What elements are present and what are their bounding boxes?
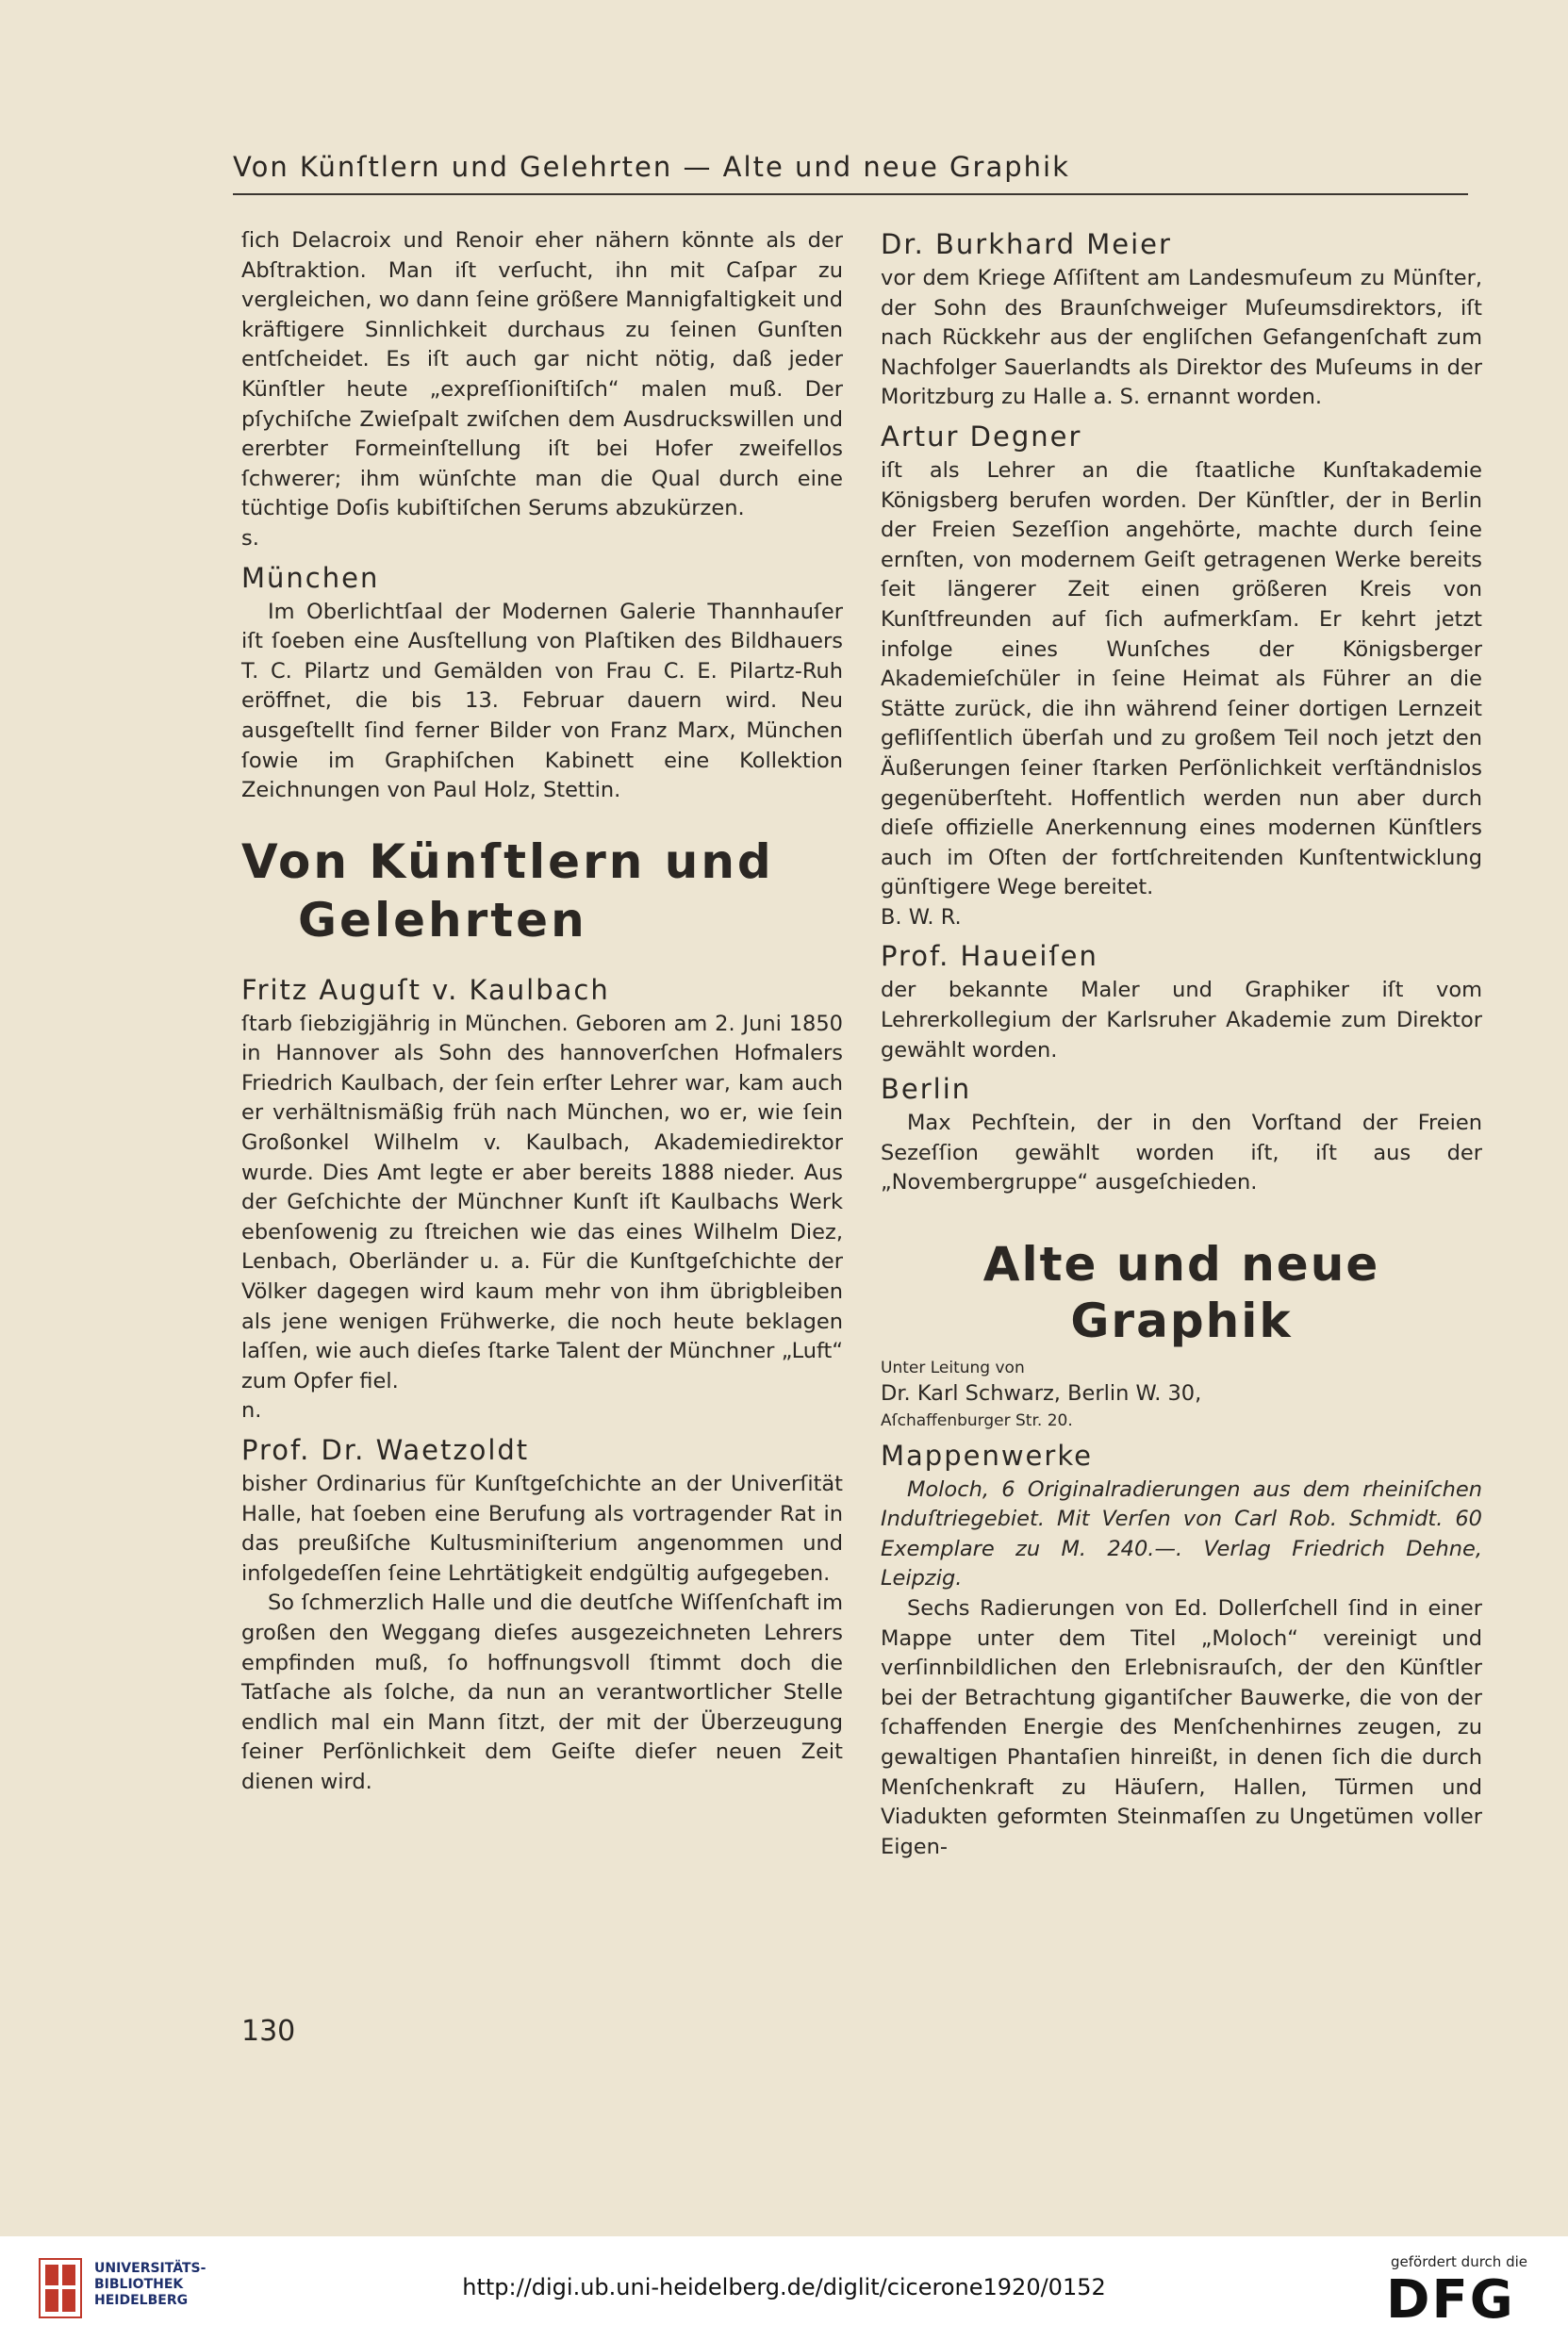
paragraph-muenchen: Im Oberlichtſaal der Modernen Galerie Thannhauſer iſt ſoeben eine Ausſtellung von Plaſtiken des Bildhauers T. C. Pilartz und Gemälden von Frau C. E. Pilartz-Ruh eröffnet, die bis 13. Februar dauern wird. Neu ausgeſtellt ſind ferner Bilder von Franz Marx, München ſowie im Graphiſchen Kabinett eine Kollektion Zeichnungen von Paul Holz, Stettin. <box>241 599 843 803</box>
section-heading-degner: Artur Degner <box>881 420 1082 453</box>
paragraph-hofer: ſich Delacroix und Renoir eher nähern könnte als der Abſtraktion. Man iſt verſucht, ihn mit Caſpar zu vergleichen, wo dann ſeine größere Mannigfaltigkeit und kräftigere Sinnlichkeit durchaus zu ſeinen Gunſten entſcheidet. Es iſt auch gar nicht nötig, daß jeder Künſtler heute „expreſſioniſtiſch“ malen muß. Der pſychiſche Zwieſpalt zwiſchen dem Ausdruckswillen und ererbter Formeinſtellung iſt bei Hofer zweifellos ſchwerer; ihm wünſchte man die Qual durch eine tüchtige Doſis kubiſtiſchen Serums abzukürzen. <box>241 228 843 521</box>
funded-by-label: gefördert durch die <box>1391 2253 1527 2270</box>
paragraph-degner: iſt als Lehrer an die ſtaatliche Kunſtakademie Königsberg berufen worden. Der Künſtler, der in Berlin der Freien Sezeſſion angehörte, machte durch ſeine ernſten, von modernem Geiſt getragenen Werke bereits ſeit längerer Zeit einen größeren Kreis von Kunſtfreunden auf ſich aufmerkſam. Er kehrt jetzt infolge eines Wunſches der Königsberger Akademieſchüler in ſeine Heimat als Führer an die Stätte zurück, die ihn während ſeiner dortigen Lernzeit gefliſſentlich überſah und zu großem Teil noch jetzt den Äußerungen ſeiner ſtarken Perſönlichkeit verſtändnislos gegenüberſteht. Hoffentlich werden nun aber durch dieſe offizielle Anerkennung eines modernen Künſtlers auch im Oſten der fortſchreitenden Kunſtentwicklung günſtigere Wege bereitet. <box>881 457 1482 900</box>
library-name-line: HEIDELBERG <box>94 2293 189 2308</box>
header-rule <box>233 193 1468 195</box>
editor-line-3: Aſchaffenburger Str. 20. <box>881 1410 1073 1430</box>
section-heading-mappenwerke: Mappenwerke <box>881 1439 1093 1472</box>
section-title-graphik: Alte und neue Graphik <box>982 1237 1380 1349</box>
source-url-link[interactable]: http://digi.ub.uni-heidelberg.de/diglit/cicerone1920/0152 <box>462 2274 1106 2300</box>
editor-line-2: Dr. Karl Schwarz, Berlin W. 30, <box>881 1381 1202 1407</box>
section-title-line-2: Gelehrten <box>298 892 587 948</box>
paragraph-moloch: Sechs Radierungen von Ed. Dollerſchell ſind in einer Mappe unter dem Titel „Moloch“ vereinigt und verſinnbildlichen den Erlebnisrauſch, der den Künſtler bei der Betrachtung gigantiſcher Bauwerke, die von der ſchaffenden Energie des Menſchenhirnes zeugen, zu gewaltigen Phantaſien hinreißt, in denen ſich die durch Menſchenkraft zu Häuſern, Hallen, Türmen und Viadukten geformten Steinmaſſen zu Ungetümen voller Eigen- <box>881 1596 1482 1859</box>
section-title-line-1: Von Künſtlern und <box>241 833 774 889</box>
section-heading-kaulbach: Fritz Auguſt v. Kaulbach <box>241 973 610 1006</box>
section-heading-berlin: Berlin <box>881 1073 972 1106</box>
section-heading-muenchen: München <box>241 561 380 594</box>
signature: B. W. R. <box>881 904 962 930</box>
right-column <box>881 226 1482 1862</box>
section-title-kuenstler <box>241 833 843 949</box>
running-header: Von Künſtlern und Gelehrten — Alte und neue Graphik <box>233 151 1070 183</box>
footer-bar <box>0 2236 1568 2341</box>
paragraph-waetzoldt-2: So ſchmerzlich Halle und die deutſche Wiſſenſchaft im großen den Weggang dieſes ausgezeichneten Lehrers empfinden muß, ſo hoffnungsvoll ſtimmt doch die Tatſache als ſolche, da nun an verantwortlicher Stelle endlich mal ein Mann ſitzt, der mit der Überzeugung ſeiner Perſönlichkeit dem Geiſte dieſer neuen Zeit dienen wird. <box>241 1591 843 1794</box>
section-heading-waetzoldt: Prof. Dr. Waetzoldt <box>241 1434 530 1466</box>
paragraph-kaulbach: ſtarb ſiebzigjährig in München. Geboren am 2. Juni 1850 in Hannover als Sohn des hannoverſchen Hofmalers Friedrich Kaulbach, der ſein erſter Lehrer war, kam auch er verhältnismäßig früh nach München, wo er, wie ſein Großonkel Wilhelm v. Kaulbach, Akademiedirektor wurde. Dies Amt legte er aber bereits 1888 nieder. Aus der Geſchichte der Münchner Kunſt iſt Kaulbachs Werk ebenſowenig zu ſtreichen wie das eines Wilhelm Diez, Lenbach, Oberländer u. a. Für die Kunſtgeſchichte der Völker dagegen wird kaum mehr von ihm übrigbleiben als jene wenigen Frühwerke, die noch heute beklagen laſſen, wie auch dieſes ſtarke Talent der Münchner „Luft“ zum Opfer fiel. <box>241 1011 843 1393</box>
left-column <box>241 226 843 1798</box>
paragraph-berlin: Max Pechſtein, der in den Vorſtand der Freien Sezeſſion gewählt worden iſt, iſt aus der „Novembergruppe“ ausgeſchieden. <box>881 1111 1482 1195</box>
paragraph-haueisen: der bekannte Maler und Graphiker iſt vom Lehrerkollegium der Karlsruher Akademie zum Direktor gewählt worden. <box>881 978 1482 1063</box>
editor-line-1: Unter Leitung von <box>881 1359 1025 1378</box>
section-heading-haueisen: Prof. Haueiſen <box>881 940 1098 973</box>
dfg-logo: DFG <box>1386 2269 1515 2331</box>
page-number: 130 <box>241 2015 296 2048</box>
signature: s. <box>241 525 259 551</box>
library-name-line: BIBLIOTHEK <box>94 2277 184 2292</box>
section-heading-meier: Dr. Burkhard Meier <box>881 228 1172 260</box>
paragraph-meier: vor dem Kriege Aſſiſtent am Landesmuſeum zu Münſter, der Sohn des Braunſchweiger Muſeumsdirektors, iſt nach Rückkehr aus der engliſchen Gefangenſchaft zum Nachfolger Sauerlandts als Direktor des Muſeums in der Moritzburg zu Halle a. S. ernannt worden. <box>881 266 1482 410</box>
paragraph-moloch-citation: Moloch, 6 Originalradierungen aus dem rheiniſchen Induſtriegebiet. Mit Verſen von Carl Rob. Schmidt. 60 Exemplare zu M. 240.—. Verlag Friedrich Dehne, Leipzig. <box>881 1476 1482 1591</box>
signature: n. <box>241 1398 262 1424</box>
library-name-line: UNIVERSITÄTS- <box>94 2261 206 2276</box>
paragraph-waetzoldt-1: bisher Ordinarius für Kunſtgeſchichte an der Univerſität Halle, hat ſoeben eine Berufung als vortragender Rat in das preußiſche Kultusminiſterium angenommen und infolgedeſſen ſeine Lehrtätigkeit endgültig aufgegeben. <box>241 1472 843 1586</box>
